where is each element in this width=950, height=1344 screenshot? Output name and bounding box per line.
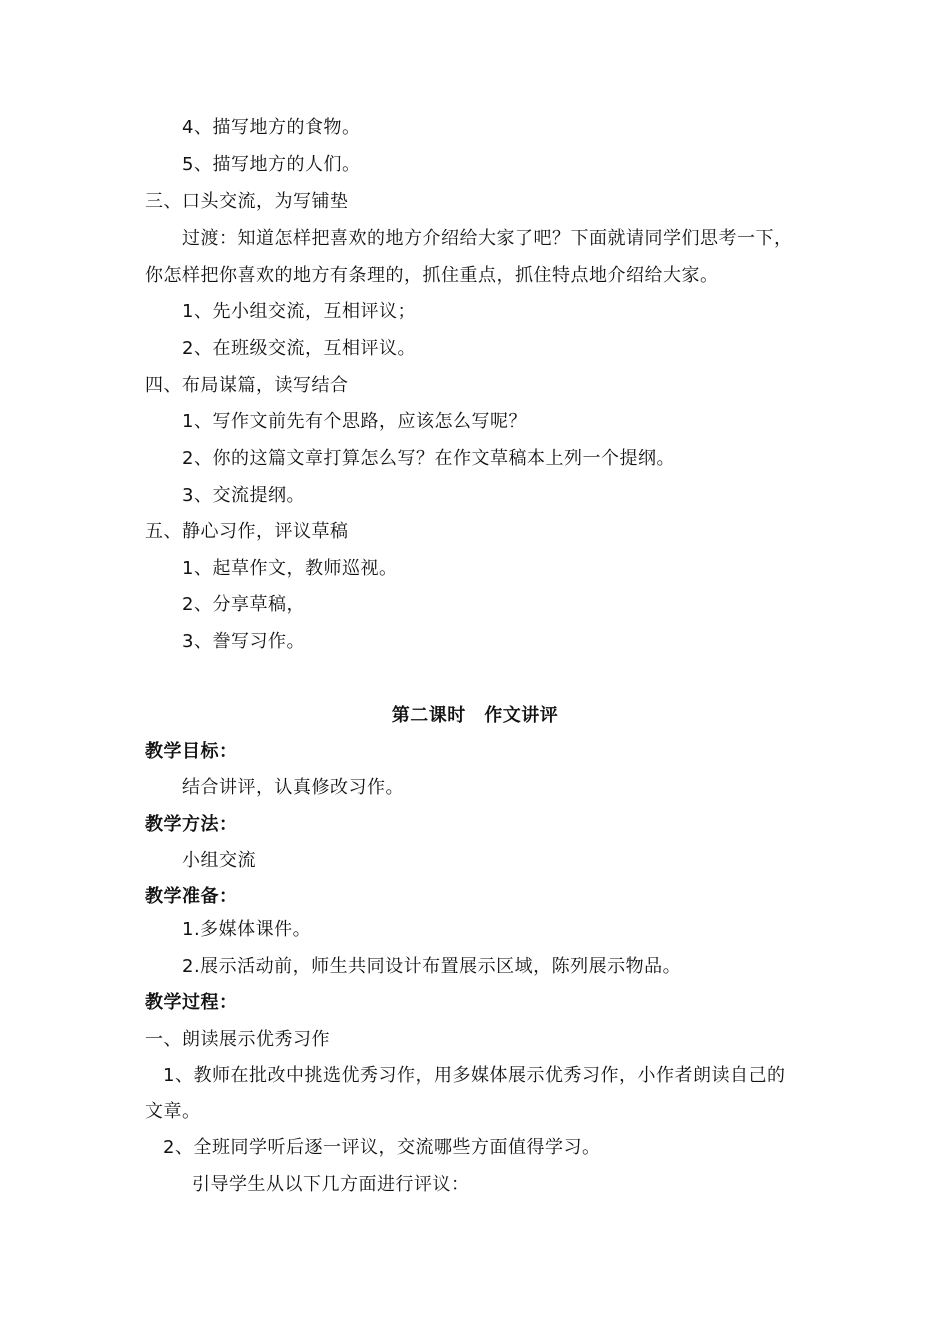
paragraph-line: 引导学生从以下几方面进行评议： bbox=[192, 1174, 470, 1195]
paragraph-line: 过渡：知道怎样把喜欢的地方介绍给大家了吧？下面就请同学们思考一下， bbox=[182, 228, 793, 249]
section-heading: 五、静心习作，评议草稿 bbox=[145, 521, 349, 542]
lesson-title: 第二课时 作文讲评 bbox=[391, 705, 559, 726]
section-heading: 一、朗读展示优秀习作 bbox=[145, 1029, 330, 1050]
list-item: 1、先小组交流，互相评议； bbox=[182, 301, 416, 322]
list-item: 1.多媒体课件。 bbox=[182, 919, 312, 940]
list-item: 1、起草作文，教师巡视。 bbox=[182, 558, 398, 579]
list-item: 2、分享草稿， bbox=[182, 594, 305, 615]
list-item: 2、全班同学听后逐一评议，交流哪些方面值得学习。 bbox=[163, 1137, 601, 1158]
section-label: 教学过程： bbox=[145, 992, 238, 1013]
section-heading: 三、口头交流，为写铺垫 bbox=[145, 191, 349, 212]
section-heading: 四、布局谋篇，读写结合 bbox=[145, 375, 349, 396]
paragraph-line: 1、教师在批改中挑选优秀习作，用多媒体展示优秀习作，小作者朗读自己的 bbox=[163, 1065, 786, 1086]
paragraph-line: 小组交流 bbox=[182, 850, 256, 871]
list-item: 2、你的这篇文章打算怎么写？在作文草稿本上列一个提纲。 bbox=[182, 448, 675, 469]
section-label: 教学目标： bbox=[145, 741, 238, 762]
section-label: 教学方法： bbox=[145, 814, 238, 835]
list-item: 3、交流提纲。 bbox=[182, 485, 305, 506]
paragraph-line: 结合讲评，认真修改习作。 bbox=[182, 777, 404, 798]
section-label: 教学准备： bbox=[145, 886, 238, 907]
list-item: 3、誊写习作。 bbox=[182, 631, 305, 652]
paragraph-line: 文章。 bbox=[145, 1101, 201, 1122]
paragraph-line: 你怎样把你喜欢的地方有条理的，抓住重点，抓住特点地介绍给大家。 bbox=[145, 265, 719, 286]
list-item: 4、描写地方的食物。 bbox=[182, 117, 361, 138]
list-item: 5、描写地方的人们。 bbox=[182, 154, 361, 175]
list-item: 2.展示活动前，师生共同设计布置展示区域，陈列展示物品。 bbox=[182, 956, 682, 977]
list-item: 2、在班级交流，互相评议。 bbox=[182, 338, 416, 359]
list-item: 1、写作文前先有个思路，应该怎么写呢？ bbox=[182, 411, 527, 432]
